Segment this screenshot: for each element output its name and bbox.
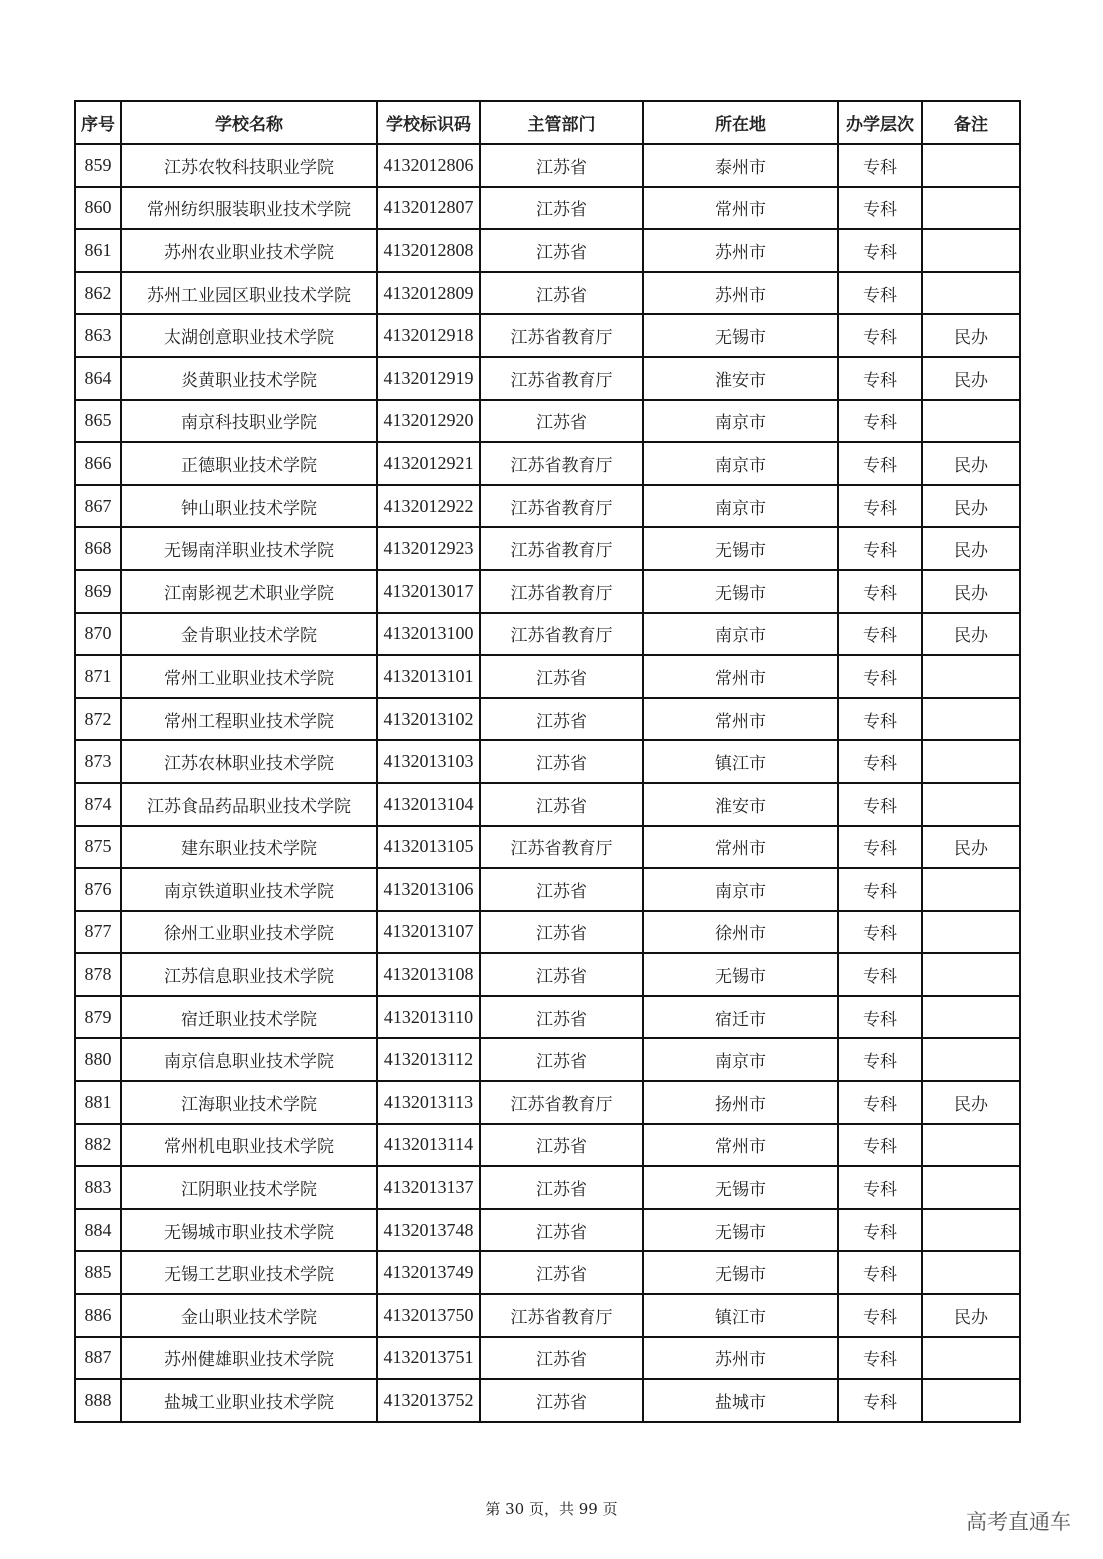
cell-school-code: 4132012808 [377,229,480,272]
table-row [75,1124,1020,1167]
cell-remarks: 民办 [922,826,1020,869]
cell-department: 江苏省 [480,1379,643,1422]
cell-department: 江苏省教育厅 [480,613,643,656]
cell-department: 江苏省 [480,740,643,783]
cell-remarks [922,229,1020,272]
cell-school-code: 4132013751 [377,1337,480,1380]
table-row [75,655,1020,698]
table-header-row [75,101,1020,144]
cell-level: 专科 [838,357,922,400]
cell-school-code: 4132013108 [377,953,480,996]
cell-location: 南京市 [643,485,838,528]
cell-index: 877 [75,911,121,954]
cell-school-code: 4132013100 [377,613,480,656]
cell-school-code: 4132012918 [377,314,480,357]
cell-location: 扬州市 [643,1081,838,1124]
cell-school-code: 4132013105 [377,826,480,869]
cell-location: 南京市 [643,613,838,656]
cell-location: 南京市 [643,868,838,911]
cell-school-code: 4132013752 [377,1379,480,1422]
cell-remarks [922,1038,1020,1081]
header-remarks: 备注 [922,101,1020,144]
cell-level: 专科 [838,272,922,315]
table-row [75,1251,1020,1294]
cell-index: 878 [75,953,121,996]
cell-school-code: 4132013102 [377,698,480,741]
cell-remarks [922,1209,1020,1252]
cell-school-name: 常州机电职业技术学院 [121,1124,377,1167]
cell-level: 专科 [838,1081,922,1124]
cell-department: 江苏省 [480,272,643,315]
table-row [75,400,1020,443]
cell-school-code: 4132013101 [377,655,480,698]
cell-location: 无锡市 [643,1209,838,1252]
cell-school-code: 4132013112 [377,1038,480,1081]
cell-index: 876 [75,868,121,911]
cell-school-name: 钟山职业技术学院 [121,485,377,528]
cell-school-name: 苏州工业园区职业技术学院 [121,272,377,315]
cell-school-code: 4132013103 [377,740,480,783]
cell-school-code: 4132012921 [377,442,480,485]
table-row [75,613,1020,656]
cell-department: 江苏省 [480,187,643,230]
cell-level: 专科 [838,783,922,826]
cell-level: 专科 [838,953,922,996]
cell-department: 江苏省 [480,144,643,187]
cell-department: 江苏省教育厅 [480,527,643,570]
cell-school-code: 4132013113 [377,1081,480,1124]
cell-index: 880 [75,1038,121,1081]
cell-location: 常州市 [643,826,838,869]
cell-school-code: 4132013748 [377,1209,480,1252]
table-row [75,911,1020,954]
cell-index: 879 [75,996,121,1039]
cell-school-name: 金山职业技术学院 [121,1294,377,1337]
cell-school-code: 4132013107 [377,911,480,954]
cell-level: 专科 [838,1251,922,1294]
cell-remarks [922,1379,1020,1422]
cell-school-name: 金肯职业技术学院 [121,613,377,656]
cell-level: 专科 [838,826,922,869]
cell-school-name: 江苏食品药品职业技术学院 [121,783,377,826]
cell-remarks [922,1124,1020,1167]
cell-school-name: 建东职业技术学院 [121,826,377,869]
cell-school-code: 4132013106 [377,868,480,911]
table-row [75,996,1020,1039]
cell-remarks [922,400,1020,443]
table-row [75,442,1020,485]
cell-department: 江苏省教育厅 [480,1294,643,1337]
cell-index: 867 [75,485,121,528]
cell-index: 865 [75,400,121,443]
header-level: 办学层次 [838,101,922,144]
cell-school-code: 4132012923 [377,527,480,570]
cell-level: 专科 [838,911,922,954]
table-row [75,1294,1020,1337]
cell-location: 苏州市 [643,229,838,272]
table-row [75,868,1020,911]
cell-school-name: 徐州工业职业技术学院 [121,911,377,954]
cell-location: 淮安市 [643,783,838,826]
cell-location: 淮安市 [643,357,838,400]
table-row [75,229,1020,272]
cell-level: 专科 [838,442,922,485]
cell-location: 苏州市 [643,272,838,315]
cell-school-code: 4132013017 [377,570,480,613]
table-row [75,314,1020,357]
cell-school-name: 宿迁职业技术学院 [121,996,377,1039]
cell-remarks: 民办 [922,570,1020,613]
cell-school-name: 无锡南洋职业技术学院 [121,527,377,570]
cell-level: 专科 [838,229,922,272]
cell-school-code: 4132013110 [377,996,480,1039]
cell-index: 868 [75,527,121,570]
cell-level: 专科 [838,144,922,187]
cell-level: 专科 [838,400,922,443]
cell-school-name: 江苏农牧科技职业学院 [121,144,377,187]
table-row [75,570,1020,613]
cell-school-code: 4132012922 [377,485,480,528]
cell-department: 江苏省 [480,783,643,826]
cell-department: 江苏省 [480,911,643,954]
cell-remarks [922,187,1020,230]
cell-location: 无锡市 [643,570,838,613]
cell-index: 861 [75,229,121,272]
cell-level: 专科 [838,655,922,698]
cell-location: 无锡市 [643,953,838,996]
header-school-name: 学校名称 [121,101,377,144]
cell-location: 南京市 [643,400,838,443]
cell-school-code: 4132012806 [377,144,480,187]
cell-department: 江苏省 [480,1124,643,1167]
table-row [75,1038,1020,1081]
table-row [75,1209,1020,1252]
cell-location: 苏州市 [643,1337,838,1380]
cell-level: 专科 [838,1294,922,1337]
cell-school-name: 炎黄职业技术学院 [121,357,377,400]
page-number: 第 30 页，共 99 页 [485,1500,618,1518]
cell-location: 南京市 [643,442,838,485]
cell-school-name: 江苏信息职业技术学院 [121,953,377,996]
table-row [75,826,1020,869]
schools-table [74,100,1021,1423]
cell-location: 镇江市 [643,1294,838,1337]
cell-school-name: 常州工程职业技术学院 [121,698,377,741]
cell-remarks: 民办 [922,442,1020,485]
cell-index: 872 [75,698,121,741]
cell-remarks [922,655,1020,698]
cell-school-name: 江苏农林职业技术学院 [121,740,377,783]
cell-location: 常州市 [643,655,838,698]
cell-index: 863 [75,314,121,357]
cell-index: 862 [75,272,121,315]
table-row [75,1166,1020,1209]
cell-department: 江苏省 [480,1209,643,1252]
cell-department: 江苏省教育厅 [480,442,643,485]
cell-remarks [922,1337,1020,1380]
cell-school-code: 4132012809 [377,272,480,315]
cell-school-name: 江阴职业技术学院 [121,1166,377,1209]
cell-school-name: 盐城工业职业技术学院 [121,1379,377,1422]
cell-level: 专科 [838,570,922,613]
cell-location: 无锡市 [643,314,838,357]
cell-index: 866 [75,442,121,485]
cell-school-name: 苏州健雄职业技术学院 [121,1337,377,1380]
cell-remarks [922,783,1020,826]
cell-school-name: 无锡城市职业技术学院 [121,1209,377,1252]
cell-level: 专科 [838,996,922,1039]
cell-department: 江苏省教育厅 [480,826,643,869]
table-row [75,698,1020,741]
cell-level: 专科 [838,740,922,783]
cell-index: 859 [75,144,121,187]
table-row [75,357,1020,400]
cell-index: 884 [75,1209,121,1252]
cell-school-code: 4132012919 [377,357,480,400]
cell-remarks [922,911,1020,954]
cell-location: 无锡市 [643,527,838,570]
cell-index: 875 [75,826,121,869]
cell-department: 江苏省教育厅 [480,314,643,357]
cell-level: 专科 [838,868,922,911]
cell-location: 宿迁市 [643,996,838,1039]
cell-index: 882 [75,1124,121,1167]
header-school-code: 学校标识码 [377,101,480,144]
cell-level: 专科 [838,1038,922,1081]
table-body [75,144,1020,1422]
cell-department: 江苏省教育厅 [480,357,643,400]
watermark: 高考直通车 [966,1510,1071,1534]
table-row [75,1379,1020,1422]
cell-school-code: 4132013749 [377,1251,480,1294]
cell-department: 江苏省教育厅 [480,570,643,613]
cell-school-name: 太湖创意职业技术学院 [121,314,377,357]
cell-index: 874 [75,783,121,826]
cell-school-name: 江南影视艺术职业学院 [121,570,377,613]
table-row [75,272,1020,315]
cell-department: 江苏省 [480,868,643,911]
cell-school-code: 4132012807 [377,187,480,230]
table-row [75,527,1020,570]
cell-index: 885 [75,1251,121,1294]
cell-school-name: 南京信息职业技术学院 [121,1038,377,1081]
table-row [75,1081,1020,1124]
cell-level: 专科 [838,1209,922,1252]
table-row [75,783,1020,826]
cell-remarks [922,698,1020,741]
cell-index: 869 [75,570,121,613]
cell-remarks: 民办 [922,314,1020,357]
cell-index: 887 [75,1337,121,1380]
cell-index: 883 [75,1166,121,1209]
cell-school-code: 4132012920 [377,400,480,443]
cell-index: 871 [75,655,121,698]
table-row [75,1337,1020,1380]
cell-location: 徐州市 [643,911,838,954]
cell-level: 专科 [838,613,922,656]
cell-location: 无锡市 [643,1166,838,1209]
cell-remarks [922,996,1020,1039]
cell-level: 专科 [838,1337,922,1380]
cell-department: 江苏省 [480,229,643,272]
cell-remarks: 民办 [922,527,1020,570]
cell-index: 864 [75,357,121,400]
cell-department: 江苏省教育厅 [480,1081,643,1124]
cell-school-code: 4132013750 [377,1294,480,1337]
cell-level: 专科 [838,698,922,741]
cell-school-name: 苏州农业职业技术学院 [121,229,377,272]
cell-remarks [922,953,1020,996]
cell-school-name: 正德职业技术学院 [121,442,377,485]
cell-school-name: 南京科技职业学院 [121,400,377,443]
table-row [75,953,1020,996]
cell-level: 专科 [838,1379,922,1422]
cell-department: 江苏省 [480,1166,643,1209]
cell-location: 南京市 [643,1038,838,1081]
cell-department: 江苏省教育厅 [480,485,643,528]
cell-location: 镇江市 [643,740,838,783]
table-row [75,740,1020,783]
cell-level: 专科 [838,527,922,570]
cell-remarks [922,1251,1020,1294]
table-row [75,485,1020,528]
cell-index: 888 [75,1379,121,1422]
cell-department: 江苏省 [480,953,643,996]
cell-level: 专科 [838,1124,922,1167]
header-department: 主管部门 [480,101,643,144]
cell-remarks: 民办 [922,1294,1020,1337]
cell-school-code: 4132013104 [377,783,480,826]
cell-school-name: 江海职业技术学院 [121,1081,377,1124]
cell-location: 无锡市 [643,1251,838,1294]
cell-index: 870 [75,613,121,656]
cell-remarks: 民办 [922,1081,1020,1124]
cell-school-code: 4132013114 [377,1124,480,1167]
cell-remarks: 民办 [922,357,1020,400]
cell-school-name: 无锡工艺职业技术学院 [121,1251,377,1294]
cell-index: 873 [75,740,121,783]
cell-school-name: 常州工业职业技术学院 [121,655,377,698]
cell-remarks [922,868,1020,911]
cell-remarks [922,1166,1020,1209]
cell-school-name: 常州纺织服装职业技术学院 [121,187,377,230]
cell-department: 江苏省 [480,1337,643,1380]
cell-level: 专科 [838,1166,922,1209]
cell-index: 886 [75,1294,121,1337]
cell-school-code: 4132013137 [377,1166,480,1209]
cell-location: 盐城市 [643,1379,838,1422]
cell-index: 881 [75,1081,121,1124]
cell-location: 常州市 [643,698,838,741]
cell-department: 江苏省 [480,655,643,698]
table-row [75,187,1020,230]
cell-department: 江苏省 [480,698,643,741]
cell-remarks: 民办 [922,485,1020,528]
cell-location: 常州市 [643,1124,838,1167]
cell-department: 江苏省 [480,1038,643,1081]
cell-remarks: 民办 [922,613,1020,656]
cell-level: 专科 [838,485,922,528]
cell-level: 专科 [838,187,922,230]
cell-remarks [922,272,1020,315]
cell-index: 860 [75,187,121,230]
cell-level: 专科 [838,314,922,357]
cell-location: 泰州市 [643,144,838,187]
header-location: 所在地 [643,101,838,144]
cell-location: 常州市 [643,187,838,230]
cell-remarks [922,740,1020,783]
cell-department: 江苏省 [480,1251,643,1294]
cell-remarks [922,144,1020,187]
header-index: 序号 [75,101,121,144]
table-row [75,144,1020,187]
cell-school-name: 南京铁道职业技术学院 [121,868,377,911]
cell-department: 江苏省 [480,996,643,1039]
cell-department: 江苏省 [480,400,643,443]
